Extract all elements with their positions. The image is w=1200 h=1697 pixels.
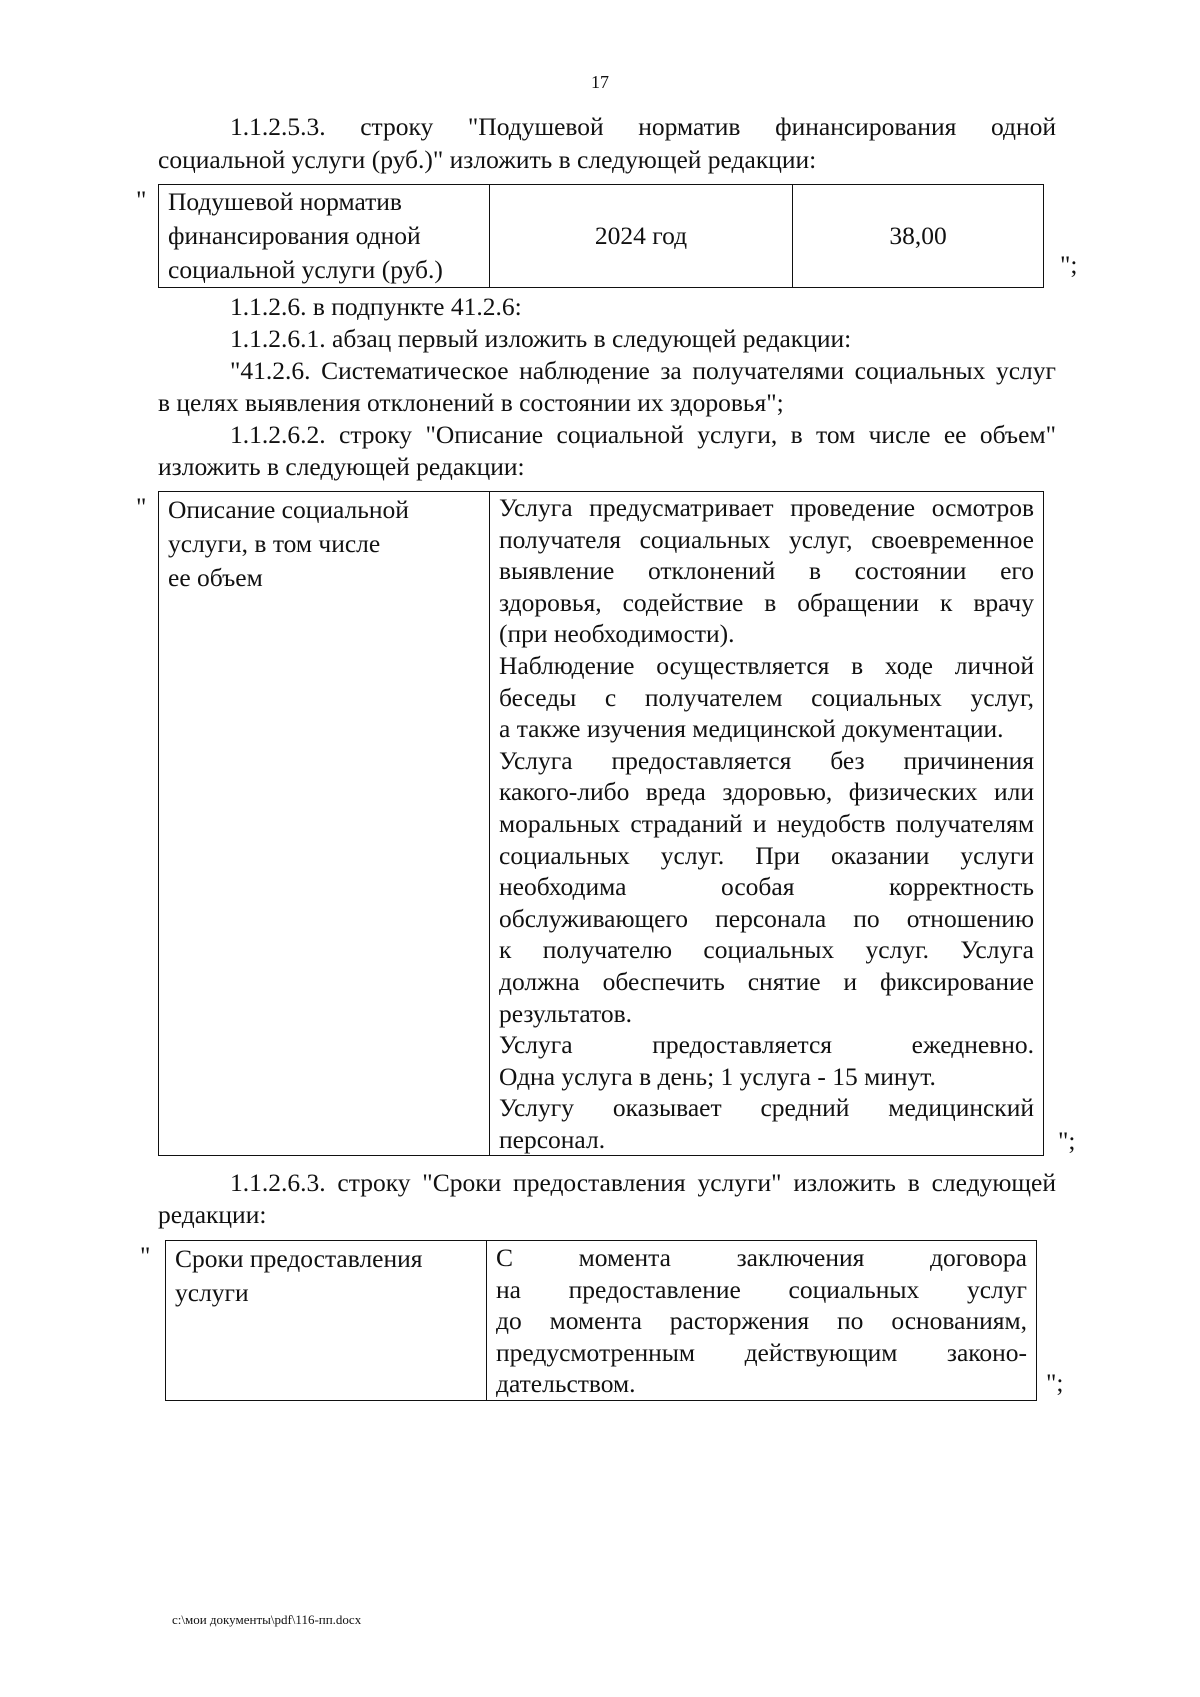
description-line: Услугу оказывает средний медицинский xyxy=(499,1093,1034,1123)
table-1-label-line: Подушевой норматив xyxy=(168,187,402,216)
table-3-open-quote: " xyxy=(140,1241,151,1270)
table-3-close-quote: "; xyxy=(1046,1368,1064,1397)
table-1-year-cell: 2024 год xyxy=(490,185,793,288)
description-line: Услуга предусматривает проведение осмотров xyxy=(499,493,1034,522)
table-1-label-cell xyxy=(159,185,490,288)
period-line: дательством. xyxy=(496,1369,636,1399)
description-line: беседы с получателем социальных услуг, xyxy=(499,682,1034,712)
table-2-label-line: услуги, в том числе xyxy=(168,529,381,558)
table-2 xyxy=(158,491,1044,1156)
table-2-description-cell xyxy=(490,492,1044,1156)
table-1-close-quote: "; xyxy=(1060,250,1078,279)
paragraph-1-line-1: 1.1.2.5.3. строку "Подушевой норматив финансирования одной xyxy=(230,112,1056,141)
table-3-label-line: Сроки предоставления xyxy=(175,1244,423,1273)
paragraph-2: 1.1.2.6. в подпункте 41.2.6: xyxy=(230,292,522,321)
table-3-period-cell xyxy=(487,1241,1037,1401)
paragraph-3: 1.1.2.6.1. абзац первый изложить в следующей редакции: xyxy=(230,324,852,353)
paragraph-6-line-2: редакции: xyxy=(158,1200,267,1229)
paragraph-5-line-1: 1.1.2.6.2. строку "Описание социальной услуги, в том числе ее объем" xyxy=(230,420,1056,449)
table-2-label-line: ее объем xyxy=(168,563,263,592)
table-1-open-quote: " xyxy=(136,185,147,214)
paragraph-4-line-1: "41.2.6. Систематическое наблюдение за получателями социальных услуг xyxy=(230,356,1056,385)
description-line: должна обеспечить снятие и фиксирование xyxy=(499,966,1034,996)
description-line: к получателю социальных услуг. Услуга xyxy=(499,935,1034,965)
period-line: С момента заключения договора xyxy=(496,1243,1027,1272)
table-1-value-cell: 38,00 xyxy=(793,185,1044,288)
table-row xyxy=(166,1241,1037,1401)
description-line: Одна услуга в день; 1 услуга - 15 минут. xyxy=(499,1061,936,1091)
paragraph-6-line-1: 1.1.2.6.3. строку "Сроки предоставления услуги" изложить в следующей xyxy=(230,1168,1056,1197)
table-2-label-line: Описание социальной xyxy=(168,495,409,524)
table-1 xyxy=(158,184,1044,288)
description-line: необходима особая корректность xyxy=(499,872,1034,902)
table-3 xyxy=(165,1240,1037,1401)
table-1-label-line: финансирования одной xyxy=(168,221,421,250)
description-line: здоровья, содействие в обращении к врачу xyxy=(499,587,1034,617)
paragraph-4-line-2: в целях выявления отклонений в состоянии их здоровья"; xyxy=(158,388,784,417)
description-line: Услуга предоставляется ежедневно. xyxy=(499,1030,1034,1060)
table-row xyxy=(159,185,1044,288)
table-3-label-line: услуги xyxy=(175,1278,249,1307)
description-line: обслуживающего персонала по отношению xyxy=(499,903,1034,933)
page-number: 17 xyxy=(591,72,609,92)
description-line: Услуга предоставляется без причинения xyxy=(499,745,1034,775)
period-line: на предоставление социальных услуг xyxy=(496,1274,1027,1304)
description-line: персонал. xyxy=(499,1124,606,1154)
description-line: результатов. xyxy=(499,998,633,1028)
description-line: моральных страданий и неудобств получателям xyxy=(499,808,1034,838)
description-line: социальных услуг. При оказании услуги xyxy=(499,840,1034,870)
file-path-footer: c:\мои документы\pdf\116-пп.docx xyxy=(172,1612,362,1627)
table-1-label-line: социальной услуги (руб.) xyxy=(168,255,443,284)
period-line: до момента расторжения по основаниям, xyxy=(496,1306,1027,1336)
description-line: выявление отклонений в состоянии его xyxy=(499,556,1034,586)
period-line: предусмотренным действующим законо- xyxy=(496,1337,1027,1367)
paragraph-5-line-2: изложить в следующей редакции: xyxy=(158,452,525,481)
table-3-label-cell xyxy=(166,1241,487,1401)
table-row xyxy=(159,492,1044,1156)
paragraph-1-line-2: социальной услуги (руб.)" изложить в следующей редакции: xyxy=(158,145,817,174)
description-line: а также изучения медицинской документации. xyxy=(499,714,1004,744)
description-line: какого-либо вреда здоровью, физических или xyxy=(499,777,1034,807)
description-line: (при необходимости). xyxy=(499,619,735,649)
table-2-label-cell xyxy=(159,492,490,1156)
description-line: получателя социальных услуг, своевременное xyxy=(499,524,1034,554)
table-2-open-quote: " xyxy=(136,492,147,521)
description-line: Наблюдение осуществляется в ходе личной xyxy=(499,650,1034,680)
table-2-close-quote: "; xyxy=(1058,1126,1076,1155)
